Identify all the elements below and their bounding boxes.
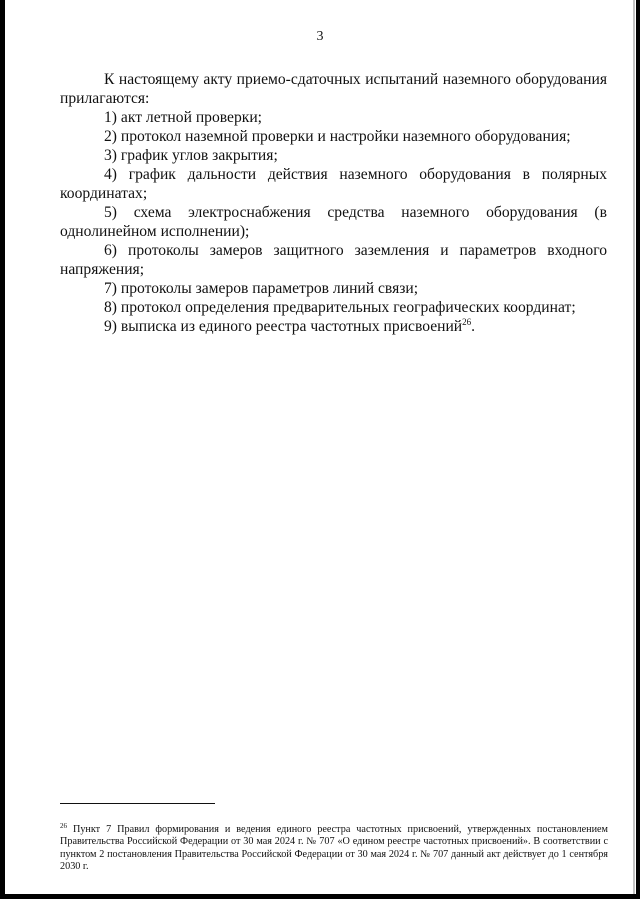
item-number: 7): [104, 280, 117, 297]
attachment-item-8: [60, 298, 607, 317]
item-number: 2): [104, 128, 117, 145]
item-number: 5): [104, 204, 117, 221]
item-text: протокол определения предварительных географических координат;: [120, 299, 576, 316]
item-number: 4): [104, 166, 117, 183]
attachment-item-5: [60, 203, 607, 241]
item-text: график углов закрытия;: [120, 147, 278, 164]
attachment-item-3: [60, 146, 607, 165]
item-text: протоколы замеров защитного заземления и параметров входного напряжения;: [60, 242, 607, 278]
item-end-punctuation: .: [471, 318, 476, 335]
item-text: схема электроснабжения средства наземного оборудования (в однолинейном исполнении);: [60, 204, 607, 240]
footnote: [60, 824, 608, 873]
attachment-item-4: [60, 165, 607, 203]
scan-border-right-shadow: [633, 0, 635, 899]
item-text: акт летной проверки;: [120, 109, 262, 126]
footnote-marker: 26: [60, 822, 67, 830]
item-number: 1): [104, 109, 117, 126]
footnote-reference: 26: [462, 317, 472, 327]
item-number: 8): [104, 299, 117, 316]
scan-border-bottom: [0, 894, 640, 899]
document-body: [60, 70, 607, 336]
attachment-item-2: [60, 127, 607, 146]
footnote-text: Пункт 7 Правил формирования и ведения единого реестра частотных присвоений, утвержденных постановлением Правительства Российской Федерации от 30 мая 2024 г. № 707 «О едином реестре частотных присвоений». В соответствии с пунктом 2 постановления Правительства Российской Федерации от 30 мая 2024 г. № 707 данный акт действует до 1 сентября 2030 г.: [60, 824, 608, 872]
item-text: протокол наземной проверки и настройки наземного оборудования;: [120, 128, 571, 145]
scan-border-right: [636, 0, 640, 899]
item-number: 9): [104, 318, 117, 335]
item-text: протоколы замеров параметров линий связи;: [120, 280, 419, 297]
intro-paragraph: К настоящему акту приемо-сдаточных испытаний наземного оборудования прилагаются:: [60, 71, 607, 107]
attachment-item-7: [60, 279, 607, 298]
attachment-item-1: [60, 108, 607, 127]
attachment-item-6: [60, 241, 607, 279]
page-number: 3: [316, 29, 324, 44]
item-text: график дальности действия наземного оборудования в полярных координатах;: [60, 166, 607, 202]
attachment-item-9: [60, 317, 607, 336]
item-text: выписка из единого реестра частотных присвоений: [120, 318, 463, 335]
item-number: 6): [104, 242, 117, 259]
item-number: 3): [104, 147, 117, 164]
scan-border-left: [0, 0, 5, 899]
footnote-separator: [60, 803, 215, 804]
